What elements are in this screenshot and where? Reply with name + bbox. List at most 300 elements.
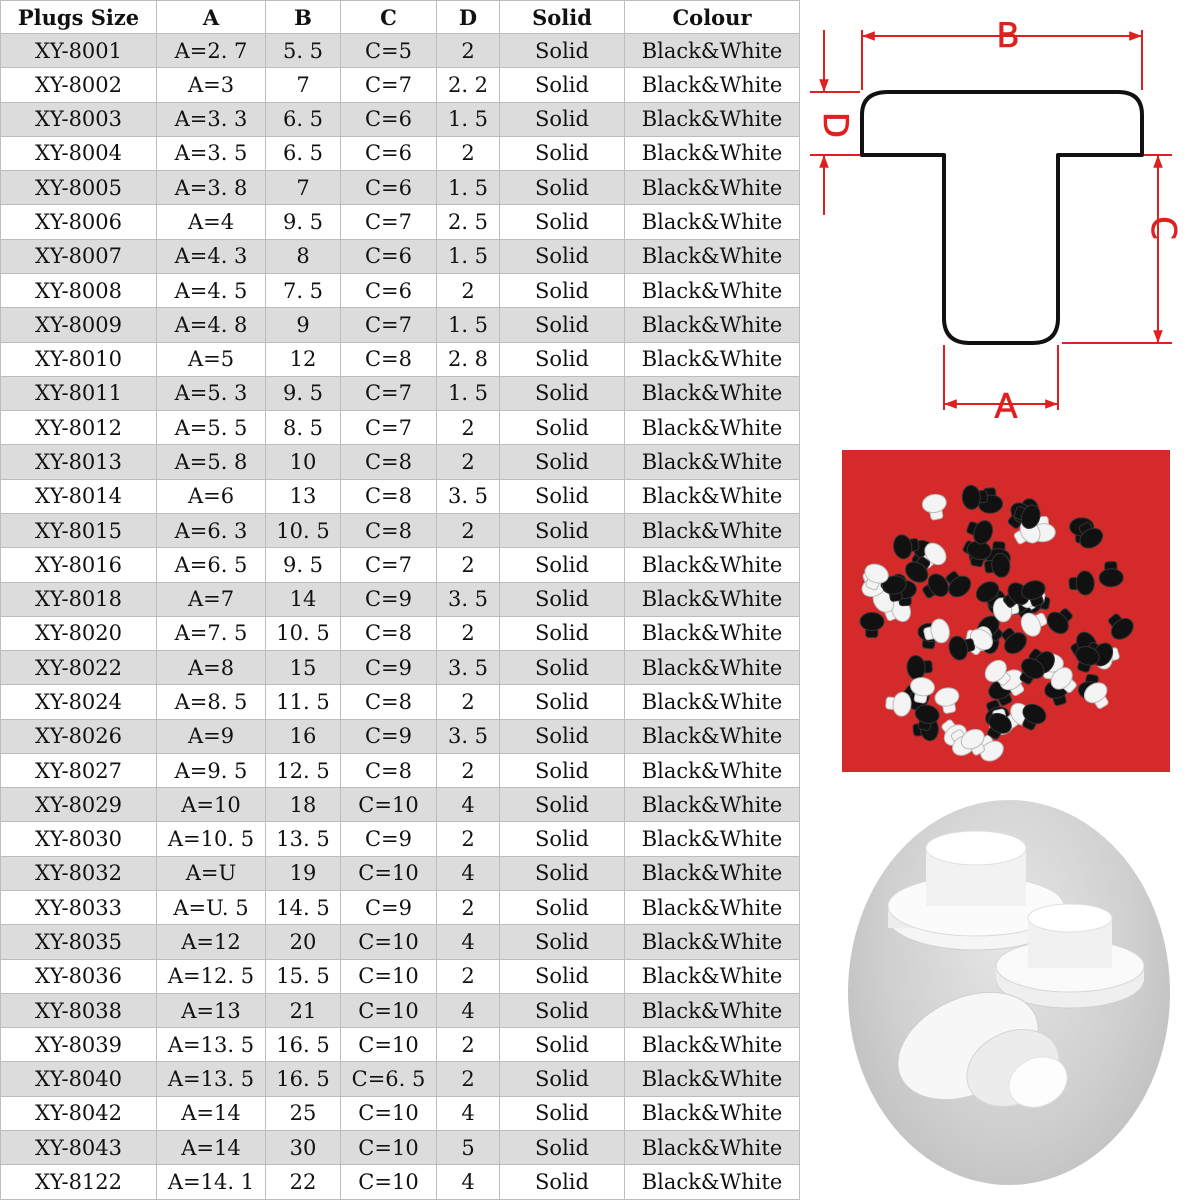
- table-row: [1, 1131, 800, 1165]
- cell-solid: Solid: [500, 1028, 625, 1062]
- cell-plugs-size: XY-8038: [1, 993, 157, 1027]
- cell-solid: Solid: [500, 376, 625, 410]
- cell-b: 30: [266, 1131, 341, 1165]
- d-arrow-bottom: [819, 155, 829, 168]
- cell-d: 1. 5: [437, 308, 500, 342]
- cell-b: 16. 5: [266, 1062, 341, 1096]
- cell-colour: Black&White: [625, 308, 800, 342]
- cell-colour: Black&White: [625, 239, 800, 273]
- table-row: [1, 342, 800, 376]
- cell-a: A=12. 5: [157, 959, 266, 993]
- cell-d: 2: [437, 445, 500, 479]
- cell-b: 8. 5: [266, 411, 341, 445]
- cell-b: 10. 5: [266, 513, 341, 547]
- cell-b: 13: [266, 479, 341, 513]
- cell-a: A=2. 7: [157, 34, 266, 68]
- cell-plugs-size: XY-8022: [1, 651, 157, 685]
- cell-a: A=4. 5: [157, 273, 266, 307]
- cell-d: 2: [437, 273, 500, 307]
- cell-d: 2: [437, 959, 500, 993]
- cell-colour: Black&White: [625, 1062, 800, 1096]
- table-row: [1, 616, 800, 650]
- cell-b: 12: [266, 342, 341, 376]
- cell-plugs-size: XY-8014: [1, 479, 157, 513]
- cell-plugs-size: XY-8010: [1, 342, 157, 376]
- cell-a: A=8: [157, 651, 266, 685]
- cell-a: A=5. 3: [157, 376, 266, 410]
- cell-d: 2: [437, 34, 500, 68]
- cell-plugs-size: XY-8001: [1, 34, 157, 68]
- cell-plugs-size: XY-8006: [1, 205, 157, 239]
- table-row: [1, 582, 800, 616]
- cell-b: 9: [266, 308, 341, 342]
- table-row: [1, 788, 800, 822]
- b-arrow-left: [862, 31, 875, 41]
- cell-plugs-size: XY-8011: [1, 376, 157, 410]
- cell-a: A=3. 5: [157, 136, 266, 170]
- cell-plugs-size: XY-8012: [1, 411, 157, 445]
- cell-solid: Solid: [500, 308, 625, 342]
- cell-solid: Solid: [500, 171, 625, 205]
- cell-a: A=4. 8: [157, 308, 266, 342]
- cell-d: 4: [437, 993, 500, 1027]
- cell-colour: Black&White: [625, 205, 800, 239]
- cell-c: C=10: [341, 1096, 437, 1130]
- cell-c: C=10: [341, 856, 437, 890]
- cell-c: C=9: [341, 719, 437, 753]
- cell-b: 10: [266, 445, 341, 479]
- cell-d: 1. 5: [437, 376, 500, 410]
- cell-b: 15. 5: [266, 959, 341, 993]
- table-row: [1, 822, 800, 856]
- b-arrow-right: [1129, 31, 1142, 41]
- cell-plugs-size: XY-8008: [1, 273, 157, 307]
- table-row: [1, 136, 800, 170]
- cell-solid: Solid: [500, 1131, 625, 1165]
- cell-c: C=7: [341, 376, 437, 410]
- cell-a: A=4: [157, 205, 266, 239]
- cell-b: 14. 5: [266, 891, 341, 925]
- cell-plugs-size: XY-8122: [1, 1165, 157, 1200]
- cell-solid: Solid: [500, 548, 625, 582]
- header-solid: Solid: [500, 1, 625, 34]
- cell-c: C=6: [341, 102, 437, 136]
- cell-plugs-size: XY-8029: [1, 788, 157, 822]
- cell-solid: Solid: [500, 68, 625, 102]
- cell-d: 4: [437, 788, 500, 822]
- cell-d: 3. 5: [437, 651, 500, 685]
- cell-a: A=3. 3: [157, 102, 266, 136]
- cell-solid: Solid: [500, 719, 625, 753]
- cell-plugs-size: XY-8007: [1, 239, 157, 273]
- cell-c: C=9: [341, 582, 437, 616]
- cell-d: 2. 5: [437, 205, 500, 239]
- cell-c: C=6: [341, 239, 437, 273]
- header-b: B: [266, 1, 341, 34]
- cell-colour: Black&White: [625, 273, 800, 307]
- cell-a: A=10. 5: [157, 822, 266, 856]
- cell-a: A=6. 5: [157, 548, 266, 582]
- cell-d: 2: [437, 753, 500, 787]
- cell-solid: Solid: [500, 788, 625, 822]
- cell-solid: Solid: [500, 993, 625, 1027]
- table-row: [1, 1062, 800, 1096]
- cell-c: C=7: [341, 205, 437, 239]
- cell-d: 1. 5: [437, 239, 500, 273]
- header-c: C: [341, 1, 437, 34]
- cell-d: 2: [437, 513, 500, 547]
- table-row: [1, 205, 800, 239]
- cell-c: C=9: [341, 891, 437, 925]
- cell-plugs-size: XY-8039: [1, 1028, 157, 1062]
- table-row: [1, 479, 800, 513]
- cell-solid: Solid: [500, 685, 625, 719]
- black-plug: [1099, 561, 1124, 587]
- t-plug-dimension-diagram: [800, 0, 1200, 440]
- cell-d: 3. 5: [437, 479, 500, 513]
- table-row: [1, 102, 800, 136]
- cell-c: C=8: [341, 445, 437, 479]
- cell-solid: Solid: [500, 1096, 625, 1130]
- cell-solid: Solid: [500, 273, 625, 307]
- black-plug: [1069, 571, 1095, 596]
- cell-b: 12. 5: [266, 753, 341, 787]
- cell-b: 21: [266, 993, 341, 1027]
- table-row: [1, 753, 800, 787]
- d-arrow-top: [819, 79, 829, 92]
- table-row: [1, 959, 800, 993]
- cell-colour: Black&White: [625, 411, 800, 445]
- cell-c: C=6. 5: [341, 1062, 437, 1096]
- table-row: [1, 548, 800, 582]
- t-plug-outline: [862, 92, 1142, 343]
- cell-c: C=8: [341, 616, 437, 650]
- cell-d: 5: [437, 1131, 500, 1165]
- cell-a: A=3: [157, 68, 266, 102]
- cell-c: C=9: [341, 822, 437, 856]
- cell-colour: Black&White: [625, 616, 800, 650]
- cell-plugs-size: XY-8020: [1, 616, 157, 650]
- cell-d: 2: [437, 685, 500, 719]
- cell-b: 18: [266, 788, 341, 822]
- cell-c: C=6: [341, 171, 437, 205]
- cell-colour: Black&White: [625, 68, 800, 102]
- cell-d: 2: [437, 548, 500, 582]
- cell-colour: Black&White: [625, 342, 800, 376]
- cell-c: C=7: [341, 308, 437, 342]
- cell-plugs-size: XY-8018: [1, 582, 157, 616]
- cell-b: 9. 5: [266, 205, 341, 239]
- cell-c: C=7: [341, 68, 437, 102]
- header-d: D: [437, 1, 500, 34]
- cell-b: 25: [266, 1096, 341, 1130]
- table-row: [1, 273, 800, 307]
- header-a: A: [157, 1, 266, 34]
- cell-a: A=10: [157, 788, 266, 822]
- cell-c: C=5: [341, 34, 437, 68]
- table-row: [1, 1096, 800, 1130]
- cell-a: A=6: [157, 479, 266, 513]
- cell-c: C=8: [341, 753, 437, 787]
- cell-plugs-size: XY-8036: [1, 959, 157, 993]
- cell-d: 2: [437, 891, 500, 925]
- cell-a: A=4. 3: [157, 239, 266, 273]
- cell-a: A=14. 1: [157, 1165, 266, 1200]
- cell-d: 4: [437, 1165, 500, 1200]
- cell-a: A=8. 5: [157, 685, 266, 719]
- cell-d: 2: [437, 822, 500, 856]
- cell-solid: Solid: [500, 205, 625, 239]
- a-arrow-right: [1045, 399, 1058, 409]
- header-plugs-size: Plugs Size: [1, 1, 157, 34]
- cell-plugs-size: XY-8016: [1, 548, 157, 582]
- cell-b: 7: [266, 171, 341, 205]
- cell-plugs-size: XY-8040: [1, 1062, 157, 1096]
- cell-plugs-size: XY-8015: [1, 513, 157, 547]
- cell-a: A=5. 5: [157, 411, 266, 445]
- cell-c: C=8: [341, 342, 437, 376]
- cell-a: A=5. 8: [157, 445, 266, 479]
- cell-plugs-size: XY-8009: [1, 308, 157, 342]
- cell-colour: Black&White: [625, 788, 800, 822]
- header-colour: Colour: [625, 1, 800, 34]
- cell-c: C=7: [341, 411, 437, 445]
- cell-plugs-size: XY-8003: [1, 102, 157, 136]
- cell-plugs-size: XY-8024: [1, 685, 157, 719]
- cell-a: A=3. 8: [157, 171, 266, 205]
- cell-solid: Solid: [500, 479, 625, 513]
- cell-colour: Black&White: [625, 1131, 800, 1165]
- cell-plugs-size: XY-8013: [1, 445, 157, 479]
- cell-c: C=10: [341, 1165, 437, 1200]
- cell-c: C=10: [341, 1028, 437, 1062]
- cell-plugs-size: XY-8032: [1, 856, 157, 890]
- cell-a: A=5: [157, 342, 266, 376]
- cell-b: 16. 5: [266, 1028, 341, 1062]
- cell-plugs-size: XY-8030: [1, 822, 157, 856]
- table-row: [1, 513, 800, 547]
- cell-colour: Black&White: [625, 445, 800, 479]
- cell-plugs-size: XY-8027: [1, 753, 157, 787]
- cell-d: 2: [437, 1028, 500, 1062]
- table-row: [1, 993, 800, 1027]
- cell-colour: Black&White: [625, 993, 800, 1027]
- cell-d: 2: [437, 136, 500, 170]
- cell-plugs-size: XY-8004: [1, 136, 157, 170]
- table-row: [1, 445, 800, 479]
- cell-solid: Solid: [500, 925, 625, 959]
- cell-b: 8: [266, 239, 341, 273]
- table-body: [1, 34, 800, 1200]
- table-row: [1, 171, 800, 205]
- plug-pile-illustration: [842, 450, 1170, 772]
- cell-solid: Solid: [500, 513, 625, 547]
- cell-c: C=10: [341, 788, 437, 822]
- cell-c: C=10: [341, 959, 437, 993]
- black-plug: [860, 612, 884, 637]
- cell-d: 1. 5: [437, 171, 500, 205]
- cell-b: 16: [266, 719, 341, 753]
- cell-colour: Black&White: [625, 513, 800, 547]
- cell-d: 4: [437, 1096, 500, 1130]
- cell-b: 14: [266, 582, 341, 616]
- product-photo-pile: [842, 450, 1170, 772]
- cell-solid: Solid: [500, 582, 625, 616]
- white-plugs-illustration: [848, 800, 1170, 1185]
- cell-colour: Black&White: [625, 136, 800, 170]
- cell-solid: Solid: [500, 959, 625, 993]
- cell-plugs-size: XY-8033: [1, 891, 157, 925]
- cell-b: 20: [266, 925, 341, 959]
- table-row: [1, 34, 800, 68]
- cell-b: 15: [266, 651, 341, 685]
- cell-d: 3. 5: [437, 582, 500, 616]
- cell-colour: Black&White: [625, 1028, 800, 1062]
- cell-b: 13. 5: [266, 822, 341, 856]
- table-row: [1, 411, 800, 445]
- cell-a: A=6. 3: [157, 513, 266, 547]
- cell-plugs-size: XY-8043: [1, 1131, 157, 1165]
- cell-solid: Solid: [500, 1062, 625, 1096]
- cell-c: C=6: [341, 273, 437, 307]
- cell-a: A=14: [157, 1131, 266, 1165]
- cell-colour: Black&White: [625, 582, 800, 616]
- cell-d: 2: [437, 411, 500, 445]
- cell-solid: Solid: [500, 136, 625, 170]
- cell-a: A=U: [157, 856, 266, 890]
- dimension-label-a: A: [994, 387, 1018, 427]
- cell-d: 3. 5: [437, 719, 500, 753]
- table-row: [1, 925, 800, 959]
- dimension-label-c: C: [1143, 216, 1183, 240]
- cell-colour: Black&White: [625, 719, 800, 753]
- cell-plugs-size: XY-8035: [1, 925, 157, 959]
- cell-solid: Solid: [500, 1165, 625, 1200]
- table-row: [1, 891, 800, 925]
- cell-colour: Black&White: [625, 959, 800, 993]
- cell-d: 2: [437, 1062, 500, 1096]
- cell-b: 6. 5: [266, 136, 341, 170]
- table-row: [1, 376, 800, 410]
- table-header-row: [1, 1, 800, 34]
- cell-colour: Black&White: [625, 1165, 800, 1200]
- table-row: [1, 1028, 800, 1062]
- dimension-label-b: B: [996, 16, 1020, 56]
- cell-b: 11. 5: [266, 685, 341, 719]
- cell-plugs-size: XY-8026: [1, 719, 157, 753]
- cell-c: C=6: [341, 136, 437, 170]
- cell-solid: Solid: [500, 342, 625, 376]
- a-arrow-left: [944, 399, 957, 409]
- cell-solid: Solid: [500, 891, 625, 925]
- cell-colour: Black&White: [625, 925, 800, 959]
- cell-c: C=10: [341, 993, 437, 1027]
- cell-colour: Black&White: [625, 376, 800, 410]
- cell-c: C=10: [341, 1131, 437, 1165]
- cell-a: A=7. 5: [157, 616, 266, 650]
- cell-c: C=8: [341, 479, 437, 513]
- cell-b: 6. 5: [266, 102, 341, 136]
- cell-b: 22: [266, 1165, 341, 1200]
- cell-plugs-size: XY-8005: [1, 171, 157, 205]
- cell-a: A=9. 5: [157, 753, 266, 787]
- cell-b: 7. 5: [266, 273, 341, 307]
- cell-a: A=9: [157, 719, 266, 753]
- cell-solid: Solid: [500, 239, 625, 273]
- c-arrow-bottom: [1153, 330, 1163, 343]
- cell-colour: Black&White: [625, 685, 800, 719]
- cell-solid: Solid: [500, 34, 625, 68]
- table-row: [1, 308, 800, 342]
- cell-plugs-size: XY-8002: [1, 68, 157, 102]
- cell-d: 2: [437, 616, 500, 650]
- cell-colour: Black&White: [625, 1096, 800, 1130]
- black-plug: [1103, 609, 1137, 644]
- cell-solid: Solid: [500, 445, 625, 479]
- cell-a: A=12: [157, 925, 266, 959]
- cell-a: A=7: [157, 582, 266, 616]
- table-row: [1, 719, 800, 753]
- cell-solid: Solid: [500, 411, 625, 445]
- cell-b: 9. 5: [266, 548, 341, 582]
- cell-a: A=13. 5: [157, 1028, 266, 1062]
- cell-c: C=9: [341, 651, 437, 685]
- black-plug: [906, 654, 933, 680]
- white-plug: [885, 691, 912, 717]
- white-plug: [921, 492, 949, 521]
- cell-b: 5. 5: [266, 34, 341, 68]
- cell-a: A=13: [157, 993, 266, 1027]
- cell-colour: Black&White: [625, 891, 800, 925]
- cell-colour: Black&White: [625, 651, 800, 685]
- cell-d: 4: [437, 925, 500, 959]
- cell-solid: Solid: [500, 102, 625, 136]
- cell-d: 2. 2: [437, 68, 500, 102]
- cell-b: 10. 5: [266, 616, 341, 650]
- cell-a: A=13. 5: [157, 1062, 266, 1096]
- cell-c: C=8: [341, 685, 437, 719]
- dimension-label-d: D: [815, 111, 855, 139]
- cell-plugs-size: XY-8042: [1, 1096, 157, 1130]
- cell-c: C=7: [341, 548, 437, 582]
- cell-a: A=U. 5: [157, 891, 266, 925]
- cell-colour: Black&White: [625, 753, 800, 787]
- cell-d: 1. 5: [437, 102, 500, 136]
- cell-a: A=14: [157, 1096, 266, 1130]
- cell-colour: Black&White: [625, 171, 800, 205]
- table-row: [1, 68, 800, 102]
- table-row: [1, 651, 800, 685]
- table-row: [1, 856, 800, 890]
- cell-solid: Solid: [500, 856, 625, 890]
- cell-b: 7: [266, 68, 341, 102]
- cell-c: C=8: [341, 513, 437, 547]
- cell-colour: Black&White: [625, 479, 800, 513]
- product-photo-closeup: [848, 800, 1170, 1185]
- table-row: [1, 1165, 800, 1200]
- cell-d: 4: [437, 856, 500, 890]
- table-row: [1, 685, 800, 719]
- cell-b: 19: [266, 856, 341, 890]
- cell-solid: Solid: [500, 616, 625, 650]
- table-row: [1, 239, 800, 273]
- cell-solid: Solid: [500, 651, 625, 685]
- cell-colour: Black&White: [625, 856, 800, 890]
- cell-solid: Solid: [500, 753, 625, 787]
- cell-colour: Black&White: [625, 102, 800, 136]
- cell-d: 2. 8: [437, 342, 500, 376]
- cell-colour: Black&White: [625, 822, 800, 856]
